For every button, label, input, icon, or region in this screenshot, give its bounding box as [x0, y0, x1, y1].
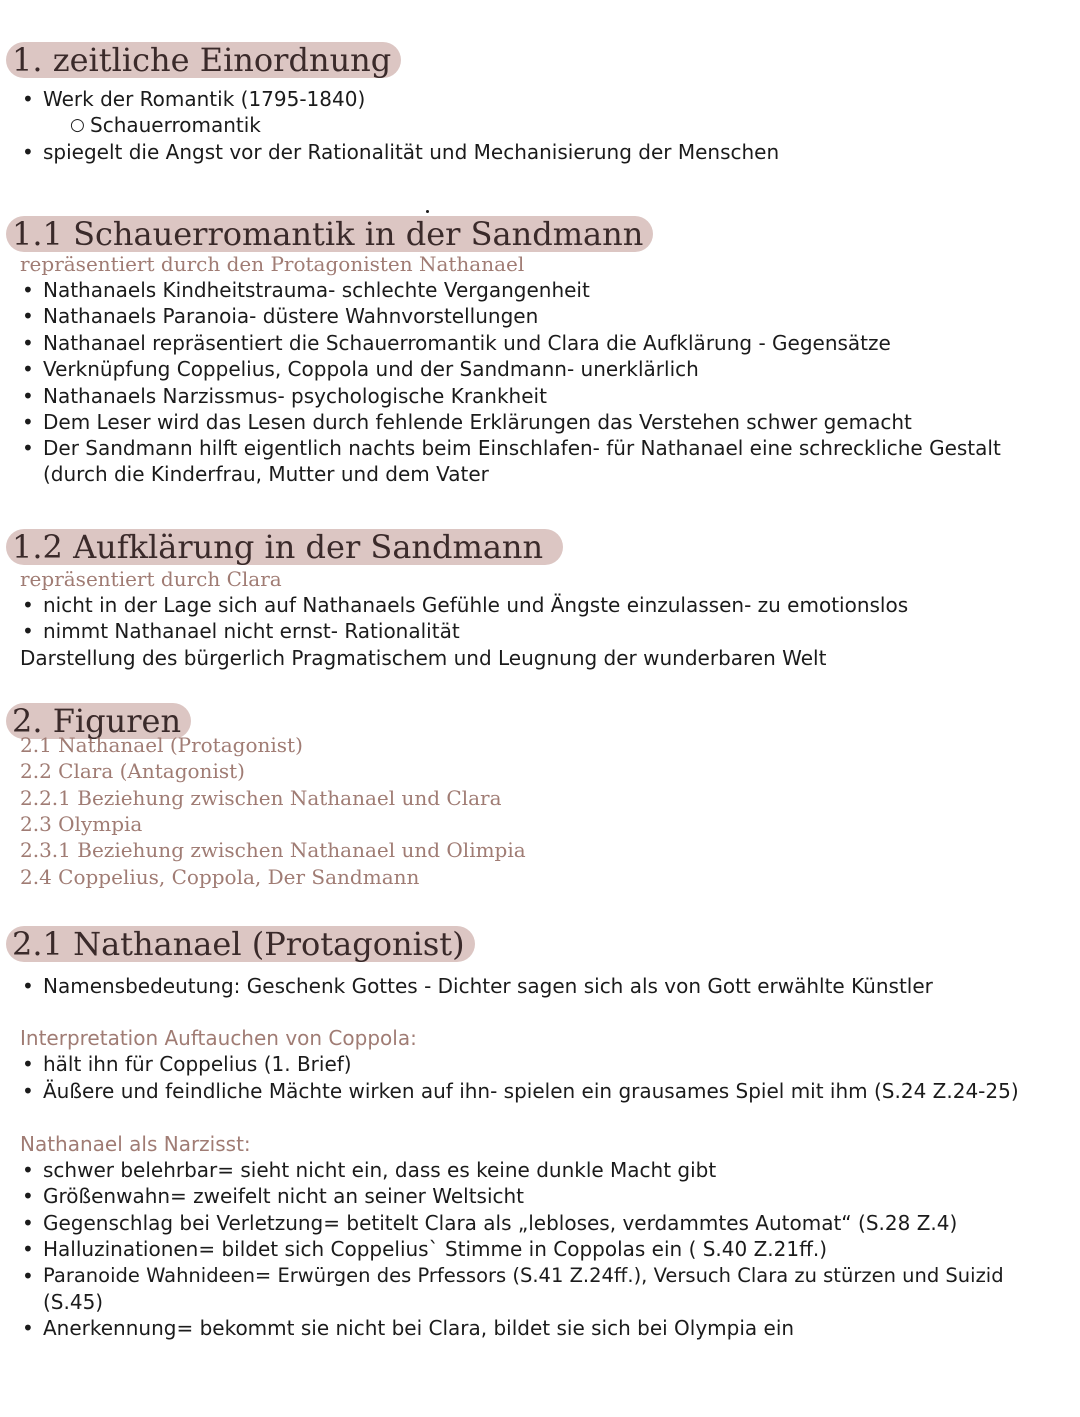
bullet-icon: •	[22, 304, 34, 328]
subsection-title-narzisst: Nathanael als Narzisst:	[20, 1132, 251, 1156]
bullet-icon: •	[22, 1052, 34, 1076]
bullet-icon: •	[22, 436, 34, 460]
section-heading-zeitliche-einordnung: 1. zeitliche Einordnung	[6, 42, 401, 78]
stray-dot	[426, 210, 429, 213]
bullet-icon: •	[22, 974, 34, 998]
bullet-icon: •	[22, 619, 34, 643]
sub-bullet-text: Schauerromantik	[90, 113, 261, 137]
subsection-title-coppola: Interpretation Auftauchen von Coppola:	[20, 1026, 417, 1050]
bullet-icon: •	[22, 1184, 34, 1208]
bullet-icon: •	[22, 1316, 34, 1340]
section-heading-aufklaerung: 1.2 Aufklärung in der Sandmann	[6, 529, 563, 565]
bullet-icon: •	[22, 357, 34, 381]
bullet-icon: •	[22, 1237, 34, 1261]
bullet-text: Halluzinationen= bildet sich Coppelius` Stimme in Coppolas ein ( S.40 Z.21ff.)	[43, 1237, 828, 1261]
bullet-continuation: (durch die Kinderfrau, Mutter und dem Vater	[43, 462, 489, 486]
bullet-text: Anerkennung= bekommt sie nicht bei Clara, bildet sie sich bei Olympia ein	[43, 1316, 795, 1340]
sub-bullet-icon: ○	[70, 115, 85, 135]
bullet-text: Werk der Romantik (1795-1840)	[43, 87, 366, 111]
bullet-text: Nathanael repräsentiert die Schauerromantik und Clara die Aufklärung - Gegensätze	[43, 331, 891, 355]
section-summary: Darstellung des bürgerlich Pragmatischem und Leugnung der wunderbaren Welt	[20, 646, 827, 670]
bullet-text: Nathanaels Paranoia- düstere Wahnvorstellungen	[43, 304, 539, 328]
bullet-icon: •	[22, 384, 34, 408]
bullet-icon: •	[22, 87, 34, 111]
bullet-text: nimmt Nathanael nicht ernst- Rationalität	[43, 619, 460, 643]
section-intro: repräsentiert durch den Protagonisten Nathanael	[20, 252, 525, 276]
toc-item: 2.4 Coppelius, Coppola, Der Sandmann	[20, 865, 420, 889]
bullet-text: schwer belehrbar= sieht nicht ein, dass es keine dunkle Macht gibt	[43, 1158, 717, 1182]
bullet-text: Gegenschlag bei Verletzung= betitelt Clara als „lebloses, verdammtes Automat“ (S.28 Z.4)	[43, 1211, 958, 1235]
bullet-icon: •	[22, 1211, 34, 1235]
bullet-icon: •	[22, 1264, 34, 1288]
bullet-text: Dem Leser wird das Lesen durch fehlende Erklärungen das Verstehen schwer gemacht	[43, 410, 912, 434]
section-heading-figuren: 2. Figuren	[6, 703, 191, 739]
bullet-icon: •	[22, 331, 34, 355]
bullet-text: Der Sandmann hilft eigentlich nachts beim Einschlafen- für Nathanael eine schreckliche Gestalt	[43, 436, 1001, 460]
toc-item: 2.2.1 Beziehung zwischen Nathanael und Clara	[20, 786, 502, 810]
bullet-icon: •	[22, 1079, 34, 1103]
bullet-icon: •	[22, 140, 34, 164]
bullet-text: nicht in der Lage sich auf Nathanaels Gefühle und Ängste einzulassen- zu emotionslos	[43, 593, 909, 617]
bullet-icon: •	[22, 410, 34, 434]
section-heading-nathanael: 2.1 Nathanael (Protagonist)	[6, 926, 475, 962]
bullet-text: Verknüpfung Coppelius, Coppola und der Sandmann- unerklärlich	[43, 357, 699, 381]
bullet-text: Namensbedeutung: Geschenk Gottes - Dichter sagen sich als von Gott erwählte Künstler	[43, 974, 933, 998]
bullet-text: Paranoide Wahnideen= Erwürgen des Prfessors (S.41 Z.24ff.), Versuch Clara zu stürzen und Suizid	[43, 1264, 1004, 1287]
bullet-icon: •	[22, 278, 34, 302]
section-heading-schauerromantik: 1.1 Schauerromantik in der Sandmann	[6, 216, 653, 252]
bullet-text: spiegelt die Angst vor der Rationalität und Mechanisierung der Menschen	[43, 140, 780, 164]
toc-item: 2.3 Olympia	[20, 812, 143, 836]
toc-item: 2.2 Clara (Antagonist)	[20, 759, 245, 783]
section-intro: repräsentiert durch Clara	[20, 567, 282, 591]
bullet-icon: •	[22, 593, 34, 617]
bullet-text: Größenwahn= zweifelt nicht an seiner Weltsicht	[43, 1184, 525, 1208]
bullet-text: Nathanaels Kindheitstrauma- schlechte Vergangenheit	[43, 278, 590, 302]
bullet-continuation: (S.45)	[43, 1290, 104, 1314]
toc-item: 2.1 Nathanael (Protagonist)	[20, 733, 303, 757]
toc-item: 2.3.1 Beziehung zwischen Nathanael und Olimpia	[20, 838, 526, 862]
bullet-text: Nathanaels Narzissmus- psychologische Krankheit	[43, 384, 547, 408]
bullet-text: hält ihn für Coppelius (1. Brief)	[43, 1052, 352, 1076]
bullet-text: Äußere und feindliche Mächte wirken auf ihn- spielen ein grausames Spiel mit ihm (S.24 Z.24-25)	[43, 1079, 1019, 1103]
bullet-icon: •	[22, 1158, 34, 1182]
